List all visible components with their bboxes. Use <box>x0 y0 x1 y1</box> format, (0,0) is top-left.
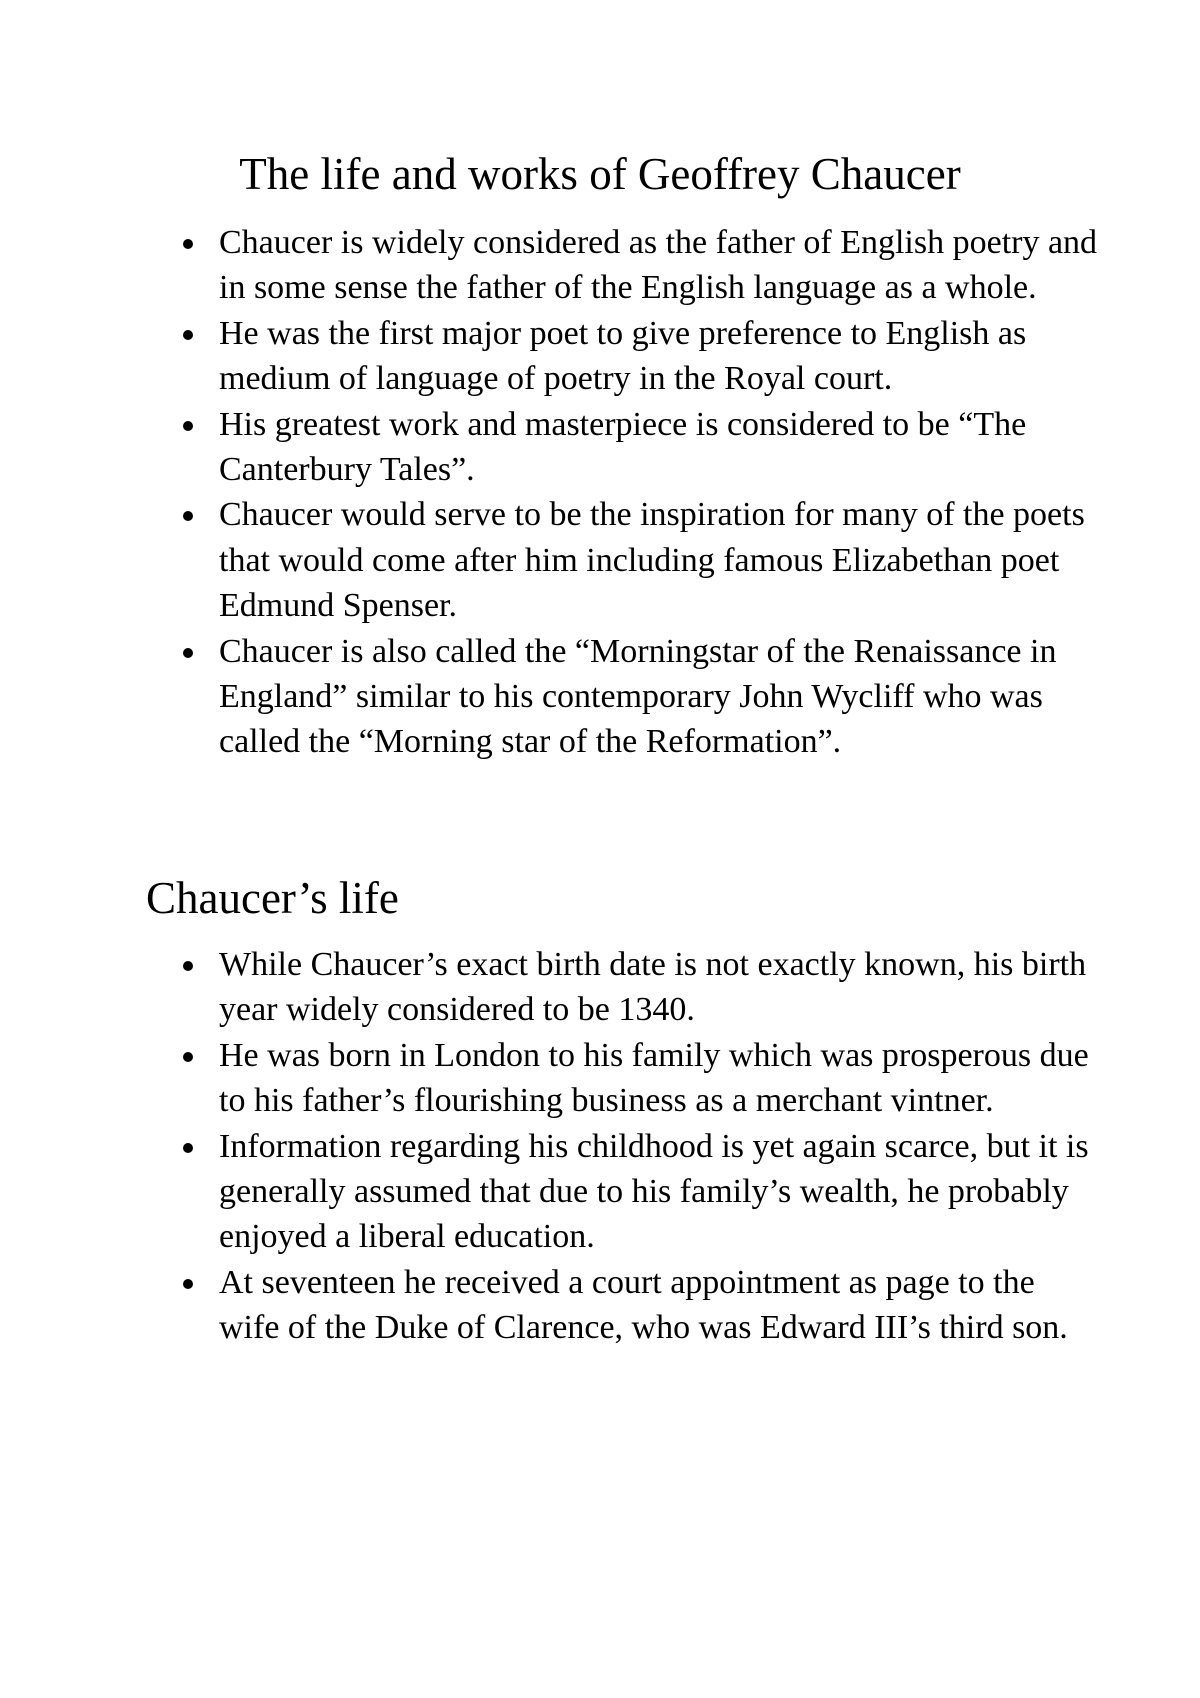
bullet-text: He was the first major poet to give preference to English as medium of language of poetry in the Royal court. <box>219 314 1027 398</box>
document-title: The life and works of Geoffrey Chaucer <box>239 149 961 199</box>
intro-bullet-item <box>0 311 1099 402</box>
bullet-icon <box>183 1143 193 1153</box>
bullet-icon <box>183 239 193 249</box>
intro-bullet-item <box>0 220 1099 311</box>
bullet-icon <box>183 648 193 658</box>
life-bullet-item <box>0 942 1099 1033</box>
intro-bullet-item <box>0 402 1099 493</box>
bullet-text: Chaucer is also called the “Morningstar of the Renaissance in England” similar to his contemporary John Wycliff who was called the “Morning star of the Reformation”. <box>219 632 1057 761</box>
bullet-text: At seventeen he received a court appointment as page to the wife of the Duke of Clarence, who was Edward III’s third son. <box>219 1263 1068 1347</box>
bullet-icon <box>183 1052 193 1062</box>
bullet-icon <box>183 511 193 521</box>
life-bullet-item <box>0 1033 1099 1124</box>
intro-bullet-list <box>0 220 1200 765</box>
bullet-icon <box>183 330 193 340</box>
section-heading-life: Chaucer’s life <box>146 873 399 923</box>
bullet-icon <box>183 421 193 431</box>
bullet-text: Chaucer would serve to be the inspiration for many of the poets that would come after him including famous Elizabethan poet Edmund Spenser. <box>219 496 1085 625</box>
bullet-icon <box>183 961 193 971</box>
life-bullet-item <box>0 1260 1099 1351</box>
intro-bullet-item <box>0 629 1099 765</box>
life-bullet-item <box>0 1124 1099 1260</box>
bullet-text: Chaucer is widely considered as the father of English poetry and in some sense the father of the English language as a whole. <box>219 224 1098 307</box>
bullet-text: While Chaucer’s exact birth date is not exactly known, his birth year widely considered to be 1340. <box>219 946 1087 1029</box>
intro-bullet-item <box>0 492 1099 628</box>
bullet-text: His greatest work and masterpiece is considered to be “The Canterbury Tales”. <box>219 405 1027 489</box>
life-bullet-list <box>0 942 1200 1351</box>
bullet-text: Information regarding his childhood is yet again scarce, but it is generally assumed that due to his family’s wealth, he probably enjoyed a liberal education. <box>219 1127 1089 1256</box>
bullet-icon <box>183 1279 193 1289</box>
bullet-text: He was born in London to his family which was prosperous due to his father’s flourishing business as a merchant vintner. <box>219 1036 1089 1120</box>
